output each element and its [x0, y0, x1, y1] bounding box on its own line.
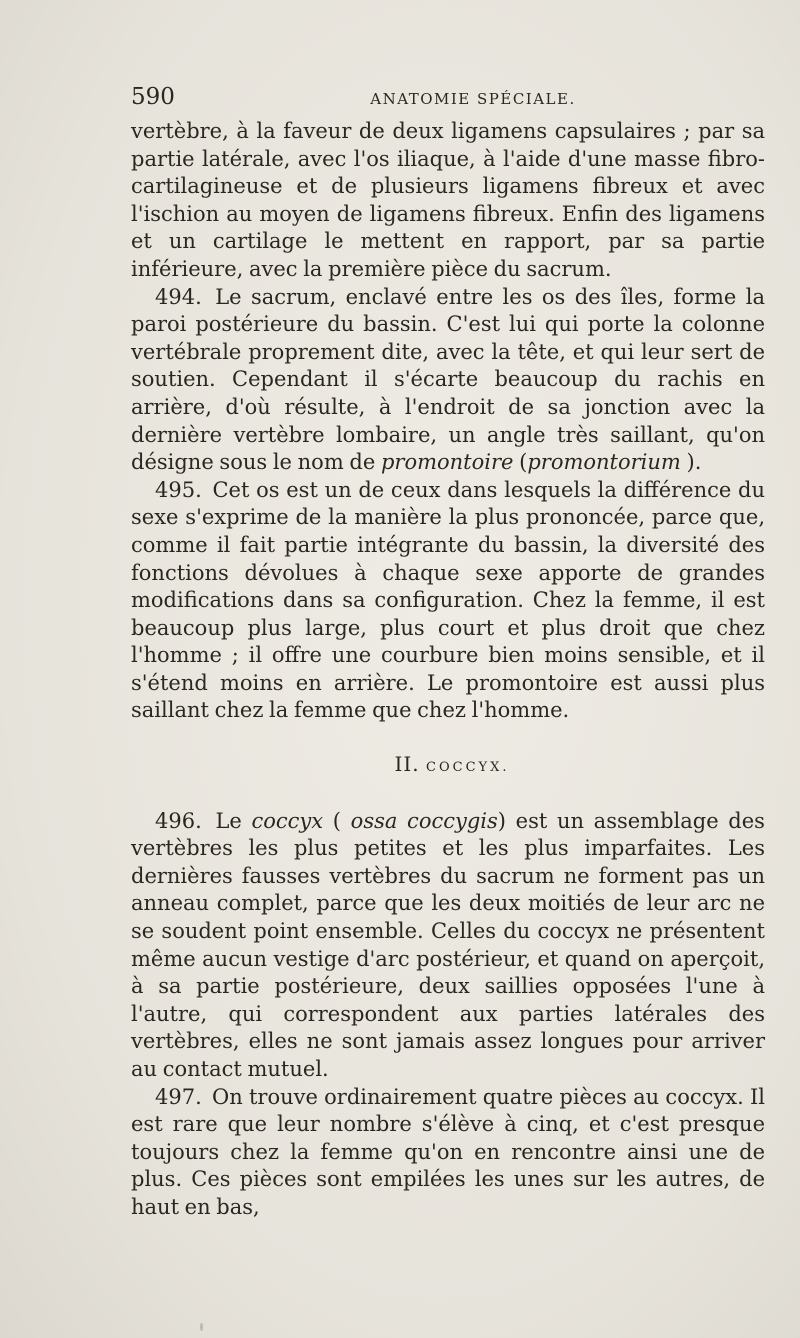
section-title: COCCYX. — [426, 760, 510, 776]
paragraph-text: On trouve ordinairement quatre pièces au coccyx. Il est rare que leur nombre s'élève à cinq, et c'est presque toujours chez la femme qu'on en rencontre ainsi une de plus. Ces pièces sont empilées les unes sur les autres, de haut en bas, — [131, 1084, 765, 1219]
paragraph-497 — [131, 1084, 765, 1222]
paragraph-496 — [131, 808, 765, 1084]
paper-blemish — [200, 1323, 203, 1331]
paragraph-495 — [131, 477, 765, 725]
paragraph-number: 497. — [155, 1084, 202, 1109]
term-french: coccyx — [251, 808, 324, 833]
page-number: 590 — [131, 84, 175, 110]
section-number: II. — [394, 752, 420, 777]
paragraph-number: 496. — [155, 808, 202, 833]
paren-open: ( — [332, 808, 341, 833]
paren-close: ) — [497, 808, 506, 833]
paragraph-text: vertèbre, à la faveur de deux ligamens capsulaires ; par sa partie latérale, avec l'os iliaque, à l'aide d'une masse fibro-cartilagineuse et de plusieurs ligamens fibreux et avec l'ischion au moyen de ligamens fibreux. Enfin des ligamens et un cartilage le mettent en rapport, par sa partie inférieure, avec la première pièce du sacrum. — [131, 119, 765, 281]
paragraph-lead: Le — [215, 808, 242, 833]
page-header — [131, 84, 765, 114]
paragraph-number: 495. — [155, 477, 202, 502]
paragraph-continued — [131, 118, 765, 284]
paren-open: ( — [519, 450, 528, 475]
paragraph-text: est un assemblage des vertèbres les plus petites et les plus imparfaites. Les dernières fausses vertèbres du sacrum ne forment pas un anneau complet, parce que les deux moitiés de leur arc ne se soudent point ensemble. Celles du coccyx ne présentent même aucun vestige d'arc postérieur, et quand on aperçoit, à sa partie postérieure, deux saillies opposées l'une à l'autre, qui correspondent aux parties latérales des vertèbres, elles ne sont jamais assez longues pour arriver au contact mutuel. — [131, 808, 765, 1081]
paragraph-text: Cet os est un de ceux dans lesquels la différence du sexe s'exprime de la manière la plus prononcée, parce que, comme il fait partie intégrante du bassin, la diversité des fonctions dévolues à chaque sexe apporte de grandes modifications dans sa configuration. Chez la femme, il est beaucoup plus large, plus court et plus droit que chez l'homme ; il offre une courbure bien moins sensible, et il s'étend moins en arrière. Le promontoire est aussi plus saillant chez la femme que chez l'homme. — [131, 477, 765, 723]
running-head: ANATOMIE SPÉCIALE. — [370, 90, 576, 108]
paragraph-text: Le sacrum, enclavé entre les os des îles, forme la paroi postérieure du bassin. C'est lui qui porte la colonne vertébrale proprement dite, avec la tête, et qui leur sert de soutien. Cependant il s'écarte beaucoup du rachis en arrière, d'où résulte, à l'endroit de sa jonction avec la dernière vertèbre lombaire, un angle très saillant, qu'on désigne sous le nom de — [131, 284, 765, 475]
term-latin: promontorium — [527, 450, 681, 475]
paragraph-number: 494. — [155, 284, 202, 309]
term-latin: ossa coccygis — [350, 808, 498, 833]
section-heading — [131, 751, 765, 782]
paragraph-494 — [131, 284, 765, 477]
paren-close: ). — [686, 450, 702, 475]
term-french: promontoire — [380, 450, 514, 475]
body-text — [131, 118, 765, 1222]
